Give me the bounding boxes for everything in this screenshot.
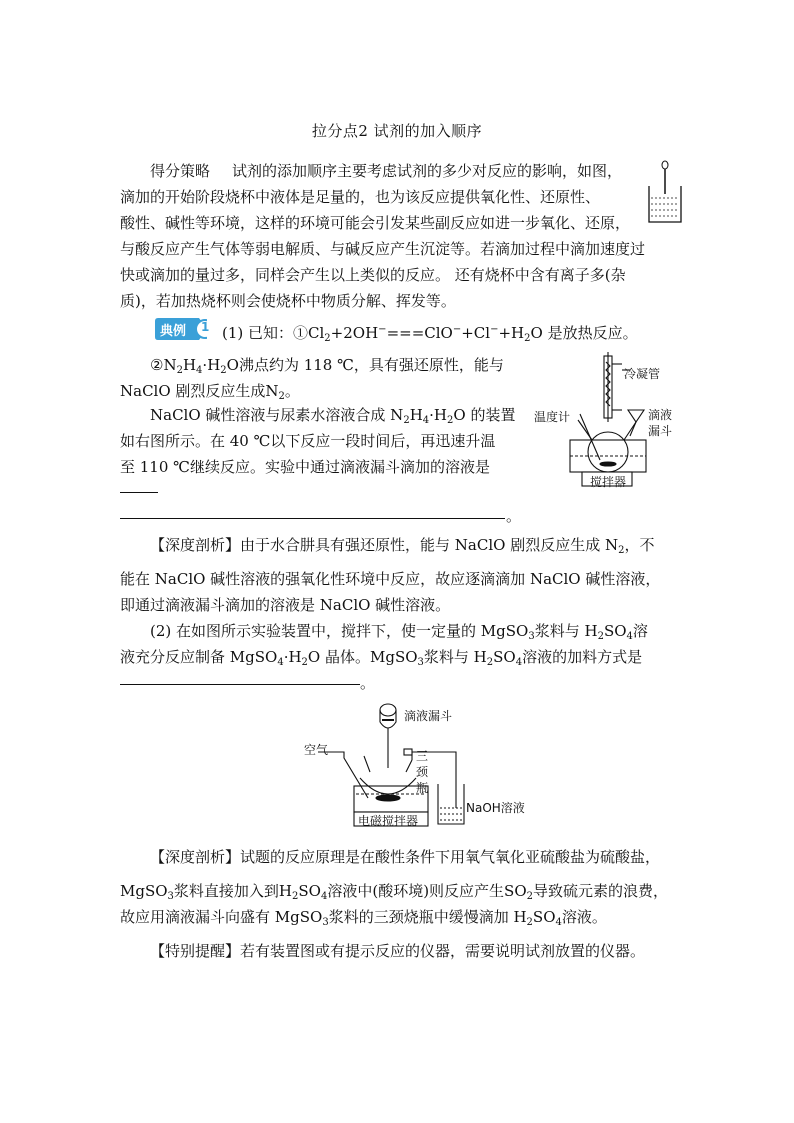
stirrer-label: 搅拌器 [590, 475, 627, 489]
analysis-1-line-3: 即通过滴液漏斗滴加的溶液是 NaClO 碱性溶液。 [120, 596, 451, 614]
funnel-label-2: 漏斗 [648, 424, 673, 438]
special-tip-label: 【特别提醒】 [150, 942, 241, 960]
example-line-6: 至 110 ℃继续反应。实验中通过滴液漏斗滴加的溶液是 [120, 458, 490, 476]
example-badge-text: 典例 [160, 324, 187, 339]
beaker-dropper-figure [645, 160, 685, 225]
example-line-5: 如右图所示。在 40 ℃以下反应一段时间后，再迅速升温 [120, 432, 496, 450]
strategy-line-4: 与酸反应产生气体等弱电解质、与碱反应产生沉淀等。若滴加过程中滴加速度过 [120, 240, 646, 258]
answer-period-q2: 。 [360, 674, 376, 692]
example-line-3: NaClO 剧烈反应生成$N_2$。 [120, 382, 300, 402]
strategy-line-5: 快或滴加的量过多，同样会产生以上类似的反应。 还有烧杯中含有离子多(杂 [120, 266, 626, 284]
analysis-2-line-3: 故应用滴液漏斗向盛有 MgSO$_3$浆料的三颈烧瓶中缓慢滴加 $H_2SO_4$溶液。 [120, 908, 607, 928]
dropping-funnel-label: 滴液漏斗 [404, 709, 453, 723]
strategy-line-3: 酸性、碱性等环境，这样的环境可能会引发某些副反应如进一步氧化、还原， [120, 214, 631, 232]
flask-label-3: 瓶 [416, 781, 429, 795]
section-title: 拉分点2 试剂的加入顺序 [311, 122, 483, 140]
special-tip: 【特别提醒】若有装置图或有提示反应的仪器，需要说明试剂放置的仪器。 [150, 942, 646, 960]
strategy-line-6: 质)，若加热烧杯则会使烧杯中物质分解、挥发等。 [120, 292, 456, 310]
flask-label-2: 颈 [416, 765, 429, 779]
analysis-2-line-1: 【深度剖析】试题的反应原理是在酸性条件下用氧气氧化亚硫酸盐为硫酸盐， [150, 848, 661, 866]
question-1-line: (1) 已知：$①Cl_2+2OH^-===ClO^-+Cl^-+H_2O$ 是放热反应。 [222, 324, 638, 344]
thermometer-label: 温度计 [534, 410, 571, 424]
answer-blank-q2[interactable] [120, 684, 360, 685]
question-2-line-2: 液充分反应制备 $MgSO_4\cdot H_2O$ 晶体。MgSO$_3$浆料与 $H_2SO_4$溶液的加料方式是 [120, 648, 643, 668]
flask-label-1: 三 [416, 749, 429, 763]
example-badge-number: 1 [201, 320, 210, 334]
answer-period: 。 [506, 507, 522, 525]
question-2-line-1: (2) 在如图所示实验装置中，搅拌下，使一定量的 MgSO$_3$浆料与 $H_2SO_4$溶 [150, 622, 648, 642]
analysis-1-label: 【深度剖析】 [150, 536, 241, 554]
strategy-line-1: 试剂的添加顺序主要考虑试剂的多少对反应的影响，如图， [232, 162, 623, 180]
funnel-label-1: 滴液 [648, 408, 673, 422]
example-line-4: NaClO 碱性溶液与尿素水溶液合成 $N_2H_4\cdot H_2O$ 的装置 [150, 406, 516, 426]
answer-blank-long[interactable] [120, 518, 505, 519]
air-label: 空气 [304, 743, 329, 757]
condenser-label: 冷凝管 [624, 367, 661, 381]
naoh-label: NaOH溶液 [466, 801, 525, 815]
strategy-line-2: 滴加的开始阶段烧杯中液体是足量的，也为该反应提供氧化性、还原性、 [120, 188, 601, 206]
analysis-2-label: 【深度剖析】 [150, 848, 241, 866]
analysis-2-line-2: MgSO$_3$浆料直接加入到$H_2SO_4$溶液中(酸环境)则反应产生$SO_2$导致硫元素的浪费， [120, 882, 669, 902]
analysis-1-line-2: 能在 NaClO 碱性溶液的强氧化性环境中反应，故应逐滴滴加 NaClO 碱性溶液， [120, 570, 661, 588]
answer-blank-short[interactable] [120, 492, 158, 493]
magnetic-stirrer-label: 电磁搅拌器 [358, 814, 419, 828]
example-line-2: $②N_2H_4\cdot H_2O$沸点约为 118 ℃，具有强还原性，能与 [150, 356, 504, 376]
analysis-1-line-1: 【深度剖析】由于水合肼具有强还原性，能与 NaClO 剧烈反应生成 $N_2$，不 [150, 536, 655, 556]
strategy-label: 得分策略 [150, 162, 211, 180]
